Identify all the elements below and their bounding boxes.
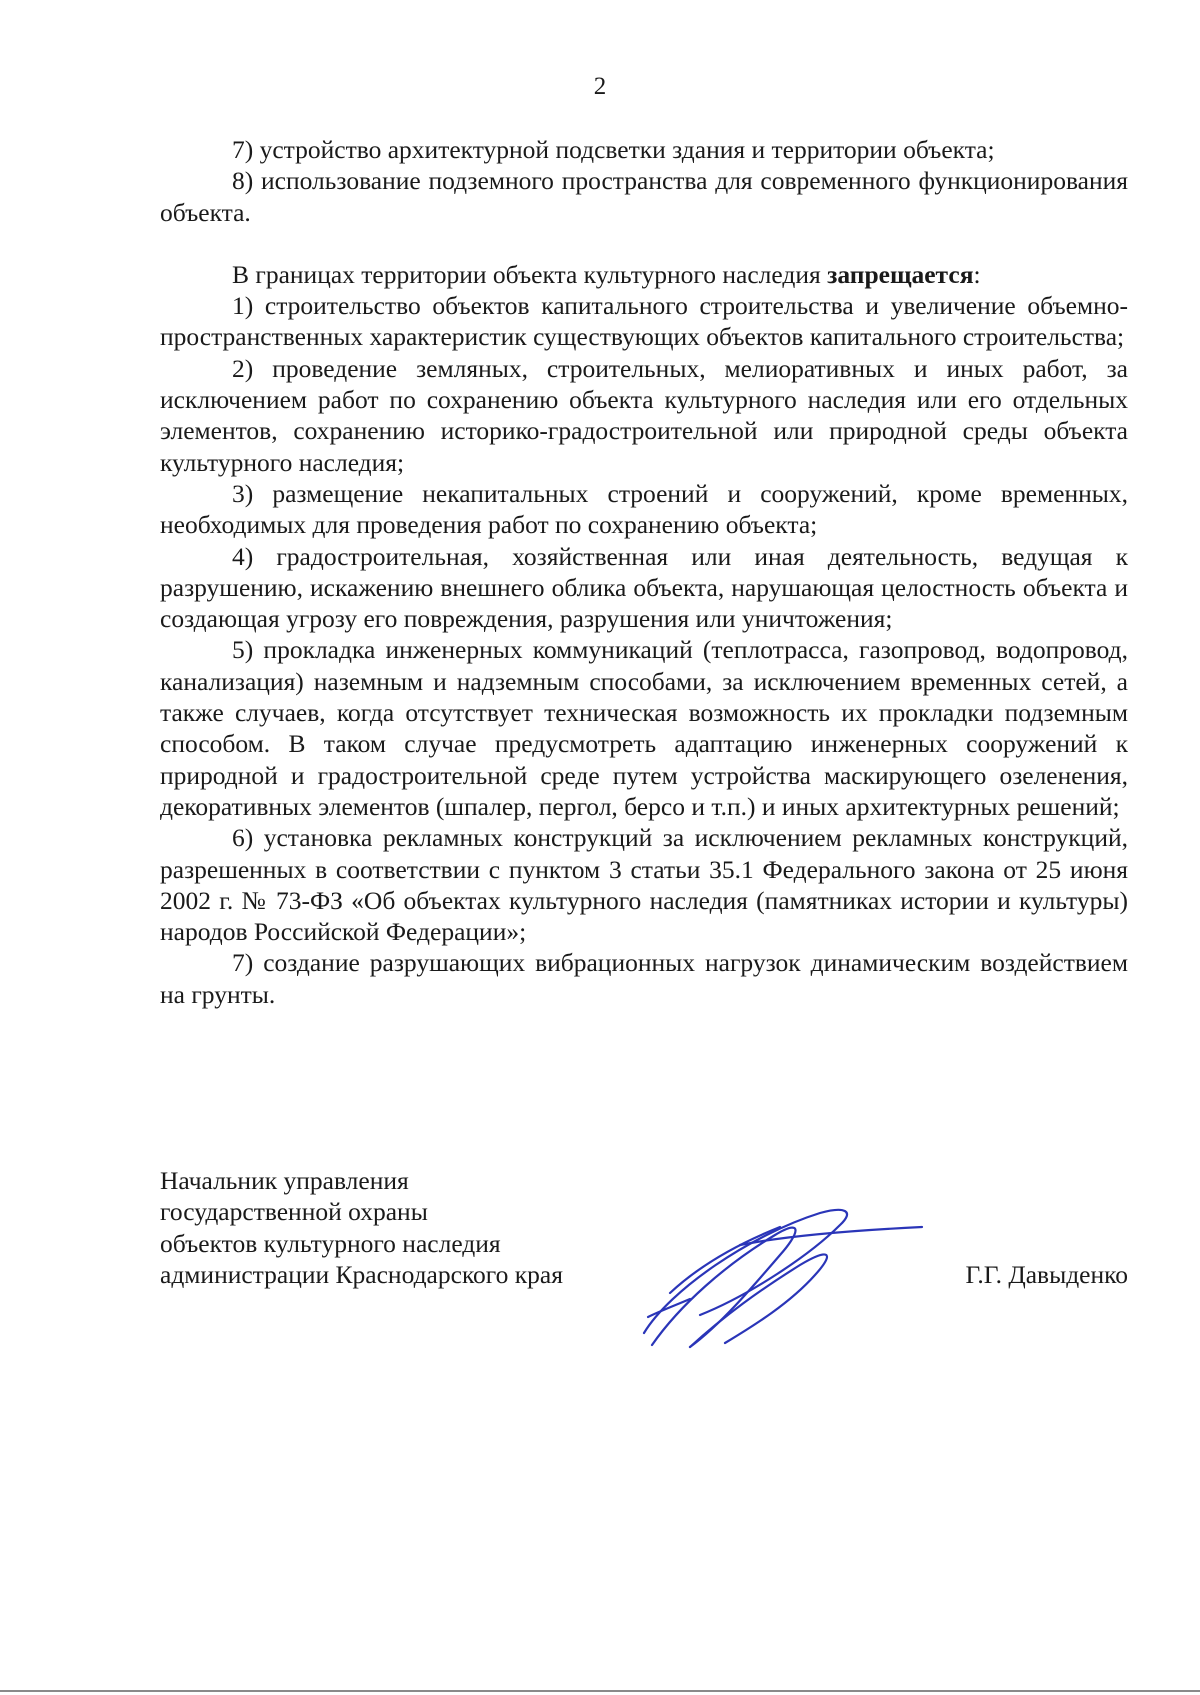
signature-block — [160, 1165, 1128, 1365]
signature-stroke — [644, 1210, 847, 1333]
handwritten-signature — [630, 1195, 930, 1355]
signature-stroke — [740, 1227, 922, 1245]
list-item: 7) устройство архитектурной подсветки здания и территории объекта; — [232, 135, 995, 164]
signature-strokes — [644, 1210, 922, 1347]
signature-stroke — [652, 1228, 796, 1347]
signatory-title-line: Начальник управления — [160, 1166, 409, 1195]
prohibition-item-6: 6) установка рекламных конструкций за исключением рекламных конструкций, разрешенных в соответствии с пунктом 3 статьи 35.1 Федерального закона от 25 июня 2002 г. № 73-ФЗ «Об объектах культурного наследия (памятниках истории и культуры) народов Российской Федерации»; — [160, 823, 1128, 947]
page-bottom-edge — [0, 1690, 1200, 1692]
signatory-title-line: объектов культурного наследия — [160, 1228, 501, 1258]
signatory-title-line: администрации Краснодарского края — [160, 1259, 563, 1289]
prohibition-item-2: 2) проведение земляных, строительных, мелиоративных и иных работ, за исключением работ по сохранению объекта культурного наследия или его отдельных элементов, сохранению историко-градостроительной или природной среды объекта культурного наследия; — [160, 353, 1128, 477]
prohibition-item-1: 1) строительство объектов капитального строительства и увеличение объемно-пространственных характеристик существующих объектов капитального строительства; — [160, 291, 1128, 352]
list-item: 8) использование подземного пространства для современного функционирования объекта. — [160, 166, 1128, 227]
prohibition-item-4: 4) градостроительная, хозяйственная или иная деятельность, ведущая к разрушению, искажению внешнего облика объекта, нарушающая целостность объекта и создающая угрозу его повреждения, разрушения или уничтожения; — [160, 541, 1128, 634]
page-number: 2 — [593, 73, 607, 100]
signatory-title-line: государственной охраны — [160, 1197, 428, 1227]
prohibition-keyword: запрещается — [827, 259, 974, 289]
prohibition-intro-lead: В границах территории объекта культурного наследия — [232, 259, 828, 289]
document-body — [160, 134, 1128, 1010]
signatory-name: Г.Г. Давыденко — [965, 1259, 1128, 1289]
prohibition-intro-trail: : — [973, 259, 981, 289]
prohibition-item-3: 3) размещение некапитальных строений и сооружений, кроме временных, необходимых для проведения работ по сохранению объекта; — [160, 478, 1128, 540]
signatory-title — [160, 1165, 630, 1290]
prohibition-item-7: 7) создание разрушающих вибрационных нагрузок динамическим воздействием на грунты. — [160, 948, 1128, 1009]
prohibition-item-5: 5) прокладка инженерных коммуникаций (теплотрасса, газопровод, водопровод, канализация) наземным и надземным способами, за исключением временных сетей, а также случаев, когда отсутствует техническая возможность их прокладки подземным способом. В таком случае предусмотреть адаптацию инженерных сооружений к природной и градостроительной среде путем устройства маскирующего озеленения, декоративных элементов (шпалер, пергол, берсо и т.п.) и иных архитектурных решений; — [160, 635, 1128, 821]
prohibition-intro — [160, 259, 1128, 290]
